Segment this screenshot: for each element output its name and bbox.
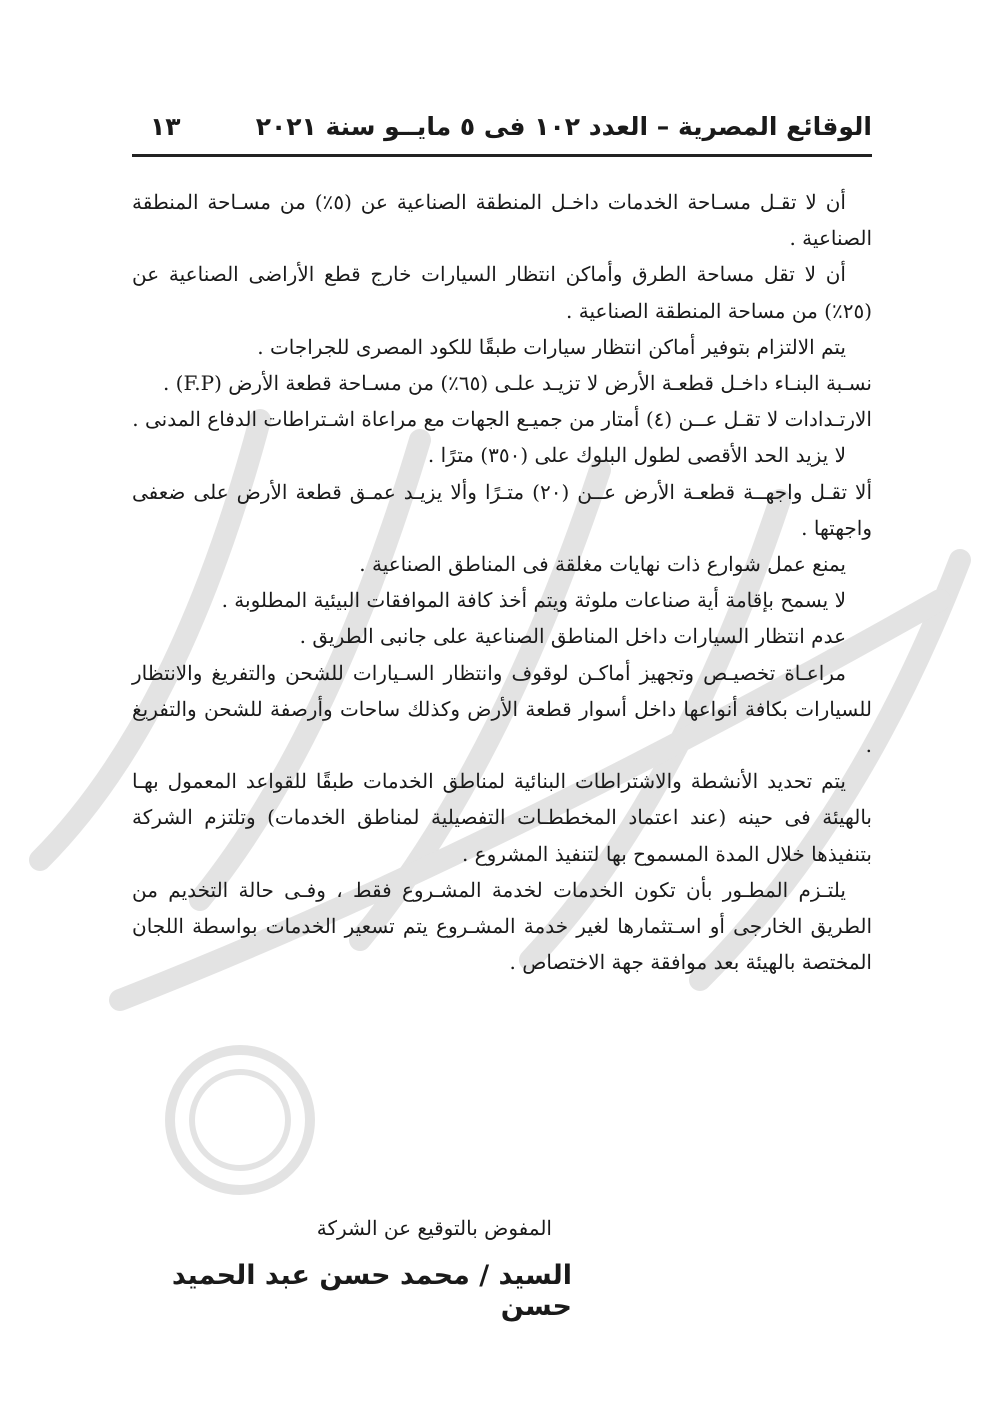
header-divider (132, 154, 872, 157)
paragraph-block-length: لا يزيد الحد الأقصى لطول البلوك على (٣٥٠) مترًا . (427, 443, 846, 468)
gazette-header-title: الوقائع المصرية – العدد ١٠٢ فى ٥ مايــو سنة ٢٠٢١ (255, 112, 872, 141)
paragraph-plot-frontage: ألا تقـل واجهــة قطعـة الأرض عــن (٢٠) متـرًا وألا يزيـد عمـق قطعة الأرض على ضعفى واجهتها . (132, 479, 872, 540)
signatory-name: السيد / محمد حسن عبد الحميد حسن (171, 1260, 572, 1322)
paragraph-loading-areas: مراعـاة تخصيـص وتجهيز أماكـن لوقوف وانتظار السـيارات للشحن والتفريغ والانتظار للسيارات بكافة أنواعها داخل أسوار قطعة الأرض وكذلك ساحات وأرصفة للشحن والتفريغ . (132, 660, 872, 758)
page-header (132, 112, 872, 152)
page-number: ١٣ (150, 112, 181, 141)
paragraph-roads-parking-area: أن لا تقل مساحة الطرق وأماكن انتظار السيارات خارج قطع الأراضى الصناعية عن (٢٥٪) من مساحة المنطقة الصناعية . (132, 262, 872, 323)
paragraph-parking-code: يتم الالتزام بتوفير أماكن انتظار سيارات طبقًا للكود المصرى للجراجات . (257, 334, 846, 359)
paragraph-services-area: أن لا تقـل مسـاحة الخدمات داخـل المنطقة الصناعية عن (٥٪) من مسـاحة المنطقة الصناعية . (132, 190, 872, 251)
signature-label: المفوض بالتوقيع عن الشركة (316, 1216, 552, 1240)
paragraph-services-activities: يتم تحديد الأنشطة والاشتراطات البنائية لمناطق الخدمات طبقًا للقواعد المعمول بهـا بالهيئة فى حينه (عند اعتماد المخططـات التفصيلية لمناطق الخدمات) وتلتزم الشركة بتنفيذها خلال المدة المسموح بها لتنفيذ المشروع . (132, 769, 872, 866)
paragraph-polluting-industries: لا يسمح بإقامة أية صناعات ملوثة ويتم أخذ كافة الموافقات البيئية المطلوبة . (221, 588, 846, 613)
paragraph-dead-end-streets: يمنع عمل شوارع ذات نهايات مغلقة فى المناطق الصناعية . (359, 552, 846, 577)
paragraph-setbacks: الارتـدادات لا تقـل عــن (٤) أمتار من جميـع الجهات مع مراعاة اشـتراطات الدفاع المدنى . (132, 407, 872, 432)
paragraph-no-street-parking: عدم انتظار السيارات داخل المناطق الصناعية على جانبى الطريق . (299, 624, 846, 649)
document-body (132, 184, 872, 980)
paragraph-building-ratio: نسـبة البنـاء داخـل قطعـة الأرض لا تزيـد علـى (٦٥٪) من مسـاحة قطعة الأرض (F.P) . (162, 371, 872, 396)
paragraph-developer-obligation: يلتـزم المطـور بأن تكون الخدمات لخدمة المشـروع فقط ، وفـى حالة التخديم من الطريق الخارجى أو اسـتثمارها لغير خدمة المشـروع يتم تسعير الخدمات بواسطة اللجان المختصة بالهيئة بعد موافقة جهة الاختصاص . (132, 877, 872, 975)
